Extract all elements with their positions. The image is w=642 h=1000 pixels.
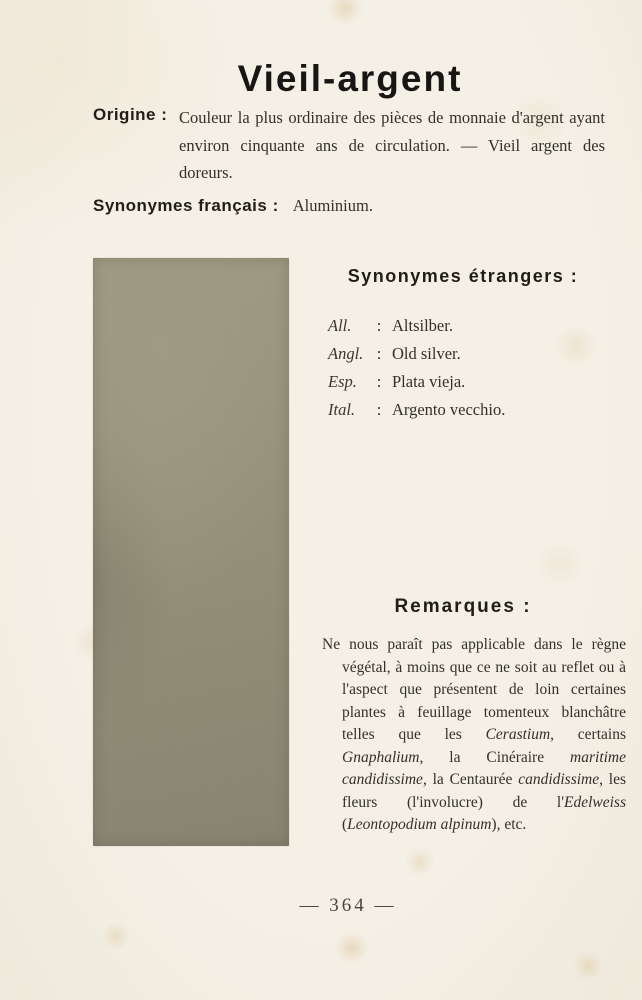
synonym-row — [328, 344, 604, 372]
latin-species-name: Cerastium — [485, 726, 551, 743]
synonym-row — [328, 400, 604, 428]
latin-species-name: Edelweiss — [564, 793, 626, 811]
remarks-segment: , la Centaurée — [422, 771, 519, 788]
synonym-lang: Esp. — [328, 372, 357, 391]
synonym-lang: All. — [328, 316, 352, 335]
synonym-lang: Angl. — [328, 344, 364, 363]
page-title: Vieil-argent — [237, 57, 463, 99]
page-number: — 364 — — [299, 895, 397, 916]
french-synonyms-value: Aluminium. — [292, 196, 373, 215]
remarks-segment: ( — [342, 816, 348, 833]
synonym-colon: : — [376, 400, 382, 419]
remarks-text — [322, 634, 626, 837]
foreign-synonyms-heading: Synonymes étrangers : — [347, 266, 579, 286]
synonym-value: Altsilber. — [392, 316, 453, 335]
grain-texture — [93, 258, 289, 846]
remarks-segment: Ne nous paraît pas applicable dans le règne végétal, à moins que ce ne soit au reflet ou à l'aspect que présentent de loin certaines plantes à feuillage tomenteux blanchâtre telles que les — [322, 636, 626, 743]
latin-species-name: Leontopodium alpinum — [347, 816, 492, 833]
synonym-colon: : — [376, 316, 382, 335]
remarks-segment: , certains — [550, 726, 626, 743]
origin-label: Origine : — [93, 105, 168, 124]
synonym-value: Old silver. — [392, 344, 461, 363]
color-swatch — [93, 258, 289, 846]
remarks-heading: Remarques : — [394, 596, 532, 617]
synonym-value: Plata vieja. — [392, 372, 466, 391]
synonym-row — [328, 316, 604, 344]
synonym-row — [328, 372, 604, 400]
synonym-colon: : — [376, 344, 382, 363]
origin-section — [93, 104, 605, 187]
foreign-synonyms-table — [328, 316, 604, 428]
remarks-segment: , les fleurs (l'involucre) de l' — [342, 771, 627, 811]
latin-species-name: Gnaphalium — [342, 748, 420, 766]
synonym-value: Argento vecchio. — [392, 400, 506, 419]
origin-text: Couleur la plus ordinaire des pièces de monnaie d'argent ayant environ cinquante ans de circulation. — Vieil argent des doreurs. — [179, 108, 605, 182]
synonym-lang: Ital. — [328, 400, 356, 419]
latin-species-name: maritime candidissime — [342, 748, 626, 788]
french-synonyms-label: Synonymes français : — [93, 196, 279, 215]
latin-species-name: candidissime — [518, 771, 600, 788]
remarks-segment: ), etc. — [491, 816, 527, 833]
remarks-segment: , la Cinéraire — [419, 748, 571, 766]
french-synonyms-section — [93, 196, 373, 216]
synonym-colon: : — [376, 372, 382, 391]
